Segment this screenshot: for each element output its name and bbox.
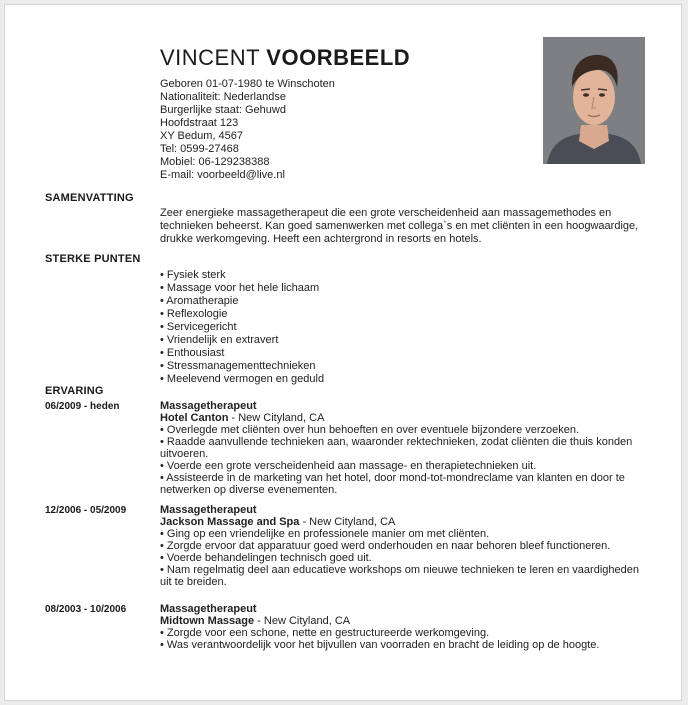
job-role: Massagetherapeut [160,504,257,516]
job-bullets [160,528,650,588]
resume-page [4,4,682,701]
list-item: • Ging op een vriendelijke en professionele manier om met cliënten. [160,528,490,540]
job-company: Midtown Massage [160,615,255,627]
list-item: • Voerde een grote verscheidenheid aan massage- en therapietechnieken uit. [160,460,537,472]
list-item: • Raadde aanvullende technieken aan, waaronder rektechnieken, zodat cliënten die thuis konden uitvoeren. [160,436,633,460]
job-employer [160,615,650,627]
section-title-strengths: STERKE PUNTEN [45,253,141,265]
summary-text: Zeer energieke massagetherapeut die een grote verscheidenheid aan massagemethodes en technieken beheerst. Kan goed samenwerken met collega`s en met cliënten in een hoogwaardige, drukke werkomgeving. Heeft een achtergrond in resorts en hotels. [160,207,639,245]
strengths-list-container [160,269,650,386]
contact-line: Mobiel: 06-129238388 [160,156,270,168]
list-item: • Assisteerde in de marketing van het hotel, door mond-tot-mondreclame van klanten en door te netwerken op diverse evenementen. [160,472,625,496]
list-item: • Meelevend vermogen en geduld [160,373,325,385]
list-item: • Nam regelmatig deel aan educatieve workshops om nieuwe technieken te leren en vaardigheden uit te breiden. [160,564,639,588]
section-title-experience: ERVARING [45,385,104,397]
list-item: • Zorgde ervoor dat apparatuur goed werd onderhouden en naar behoren bleef functioneren. [160,540,611,552]
list-item: • Servicegericht [160,321,237,333]
contact-line: XY Bedum, 4567 [160,130,243,142]
portrait-illustration [543,37,645,164]
list-item: • Massage voor het hele lichaam [160,282,320,294]
job-employer [160,412,650,424]
job-location: - New Cityland, CA [299,516,396,528]
job-bullets [160,424,650,496]
job-dates: 06/2009 - heden [45,401,120,412]
contact-line: Nationaliteit: Nederlandse [160,91,286,103]
job-entry [160,400,650,496]
job-dates: 12/2006 - 05/2009 [45,505,127,516]
job-company: Hotel Canton [160,412,229,424]
profile-photo [543,37,645,164]
list-item: • Was verantwoordelijk voor het bijvullen van voorraden en bracht de leiding op de hoogte. [160,639,600,651]
job-bullets [160,627,650,651]
last-name: VOORBEELD [266,45,411,70]
strengths-list [160,269,650,386]
list-item: • Zorgde voor een schone, nette en gestructureerde werkomgeving. [160,627,490,639]
candidate-name [160,45,410,71]
contact-line: Burgerlijke staat: Gehuwd [160,104,286,116]
job-entry [160,603,650,651]
first-name: VINCENT [160,45,260,70]
list-item: • Vriendelijk en extravert [160,334,279,346]
job-company: Jackson Massage and Spa [160,516,300,528]
list-item: • Aromatherapie [160,295,239,307]
list-item: • Voerde behandelingen technisch goed uit. [160,552,372,564]
list-item: • Overlegde met cliënten over hun behoeften en over eventuele bijzondere verzoeken. [160,424,580,436]
job-entry [160,504,650,588]
job-dates: 08/2003 - 10/2006 [45,604,127,615]
list-item: • Stressmanagementtechnieken [160,360,316,372]
job-employer [160,516,650,528]
job-role: Massagetherapeut [160,400,257,412]
list-item: • Fysiek sterk [160,269,226,281]
job-location: - New Cityland, CA [254,615,351,627]
job-location: - New Cityland, CA [228,412,325,424]
contact-line: E-mail: voorbeeld@live.nl [160,169,285,181]
contact-line: Hoofdstraat 123 [160,117,239,129]
list-item: • Enthousiast [160,347,225,359]
contact-line: Tel: 0599-27468 [160,143,239,155]
list-item: • Reflexologie [160,308,228,320]
job-role: Massagetherapeut [160,603,257,615]
contact-line: Geboren 01-07-1980 te Winschoten [160,78,335,90]
section-title-summary: SAMENVATTING [45,192,134,204]
contact-details [160,78,335,182]
